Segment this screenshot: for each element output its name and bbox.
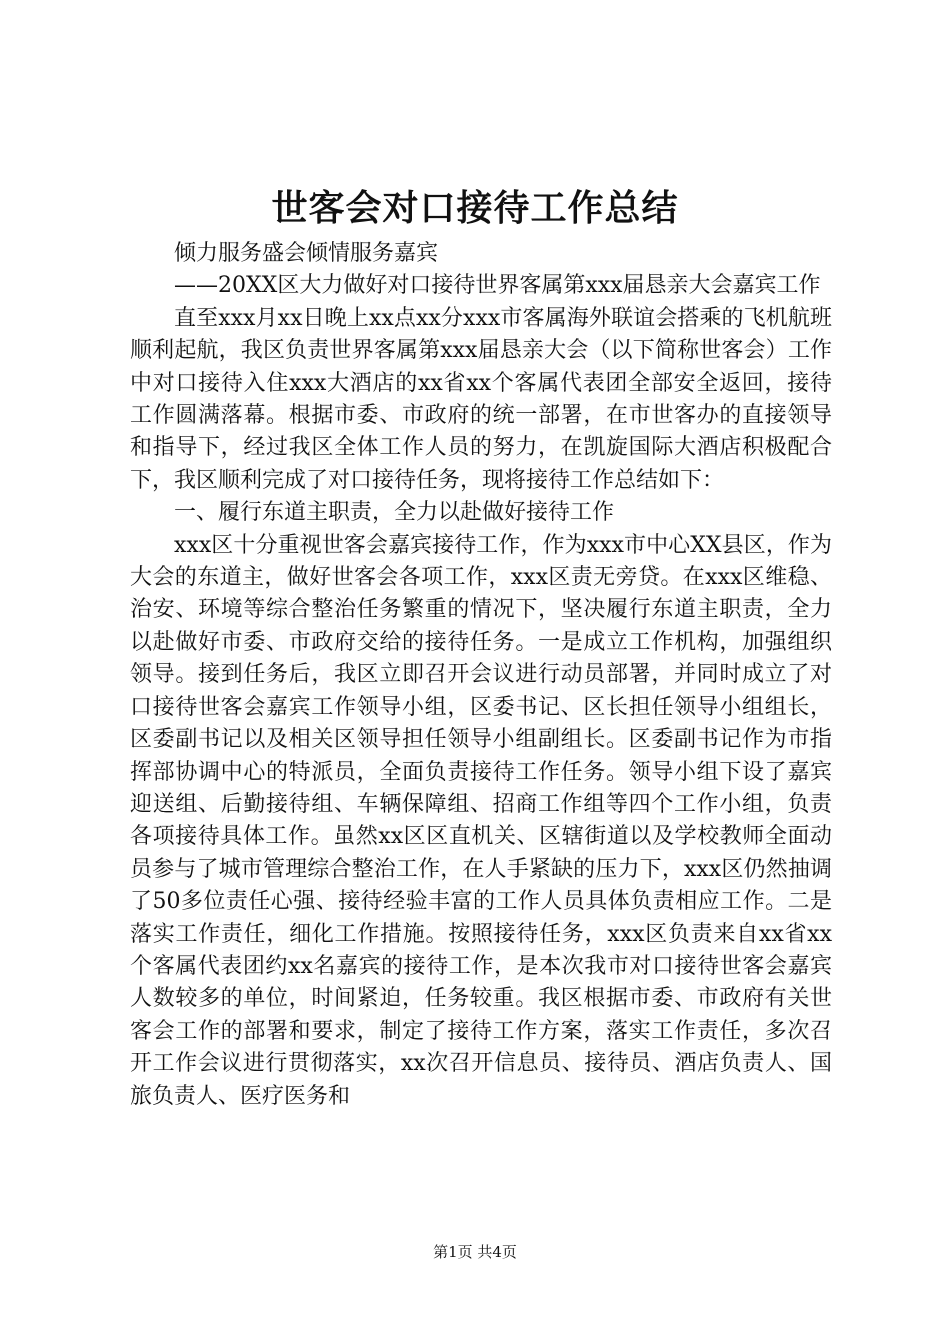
document-title: 世客会对口接待工作总结: [271, 187, 679, 229]
intro-paragraph: 直至xxx月xx日晚上xx点xx分xxx市客属海外联谊会搭乘的飞机航班顺利起航，我区负责世界客属第xxx届恳亲大会（以下简称世客会）工作中对口接待入住xxx大酒店的xx省xx个客属代表团全部安全返回，接待工作圆满落幕。根据市委、市政府的统一部署，在市世客办的直接领导和指导下，经过我区全体工作人员的努力，在凯旋国际大酒店积极配合下，我区顺利完成了对口接待任务，现将接待工作总结如下：: [130, 305, 832, 493]
subtitle-dash-line: ——20XX区大力做好对口接待世界客属第xxx届恳亲大会嘉宾工作: [174, 273, 821, 299]
document-body: [130, 238, 832, 1113]
page-number-footer: 第1页 共4页: [433, 1243, 517, 1261]
subtitle-line: 倾力服务盛会倾情服务嘉宾: [174, 241, 439, 266]
section-paragraph: xxx区十分重视世客会嘉宾接待工作，作为xxx市中心XX县区，作为大会的东道主，做好世客会各项工作，xxx区责无旁贷。在xxx区维稳、治安、环境等综合整治任务繁重的情况下，坚决履行东道主职责，全力以赴做好市委、市政府交给的接待任务。一是成立工作机构，加强组织领导。接到任务后，我区立即召开会议进行动员部署，并同时成立了对口接待世客会嘉宾工作领导小组，区委书记、区长担任领导小组组长，区委副书记以及相关区领导担任领导小组副组长。区委副书记作为市指挥部协调中心的特派员，全面负责接待工作任务。领导小组下设了嘉宾迎送组、后勤接待组、车辆保障组、招商工作组等四个工作小组，负责各项接待具体工作。虽然xx区区直机关、区辖街道以及学校教师全面动员参与了城市管理综合整治工作，在人手紧缺的压力下，xxx区仍然抽调了50多位责任心强、接待经验丰富的工作人员具体负责相应工作。二是落实工作责任，细化工作措施。按照接待任务，xxx区负责来自xx省xx个客属代表团约xx名嘉宾的接待工作，是本次我市对口接待世客会嘉宾人数较多的单位，时间紧迫，任务较重。我区根据市委、市政府有关世客会工作的部署和要求，制定了接待工作方案，落实工作责任，多次召开工作会议进行贯彻落实，xx次召开信息员、接待员、酒店负责人、国旅负责人、医疗医务和: [130, 532, 832, 1109]
section-heading: 一、履行东道主职责，全力以赴做好接待工作: [174, 500, 615, 526]
